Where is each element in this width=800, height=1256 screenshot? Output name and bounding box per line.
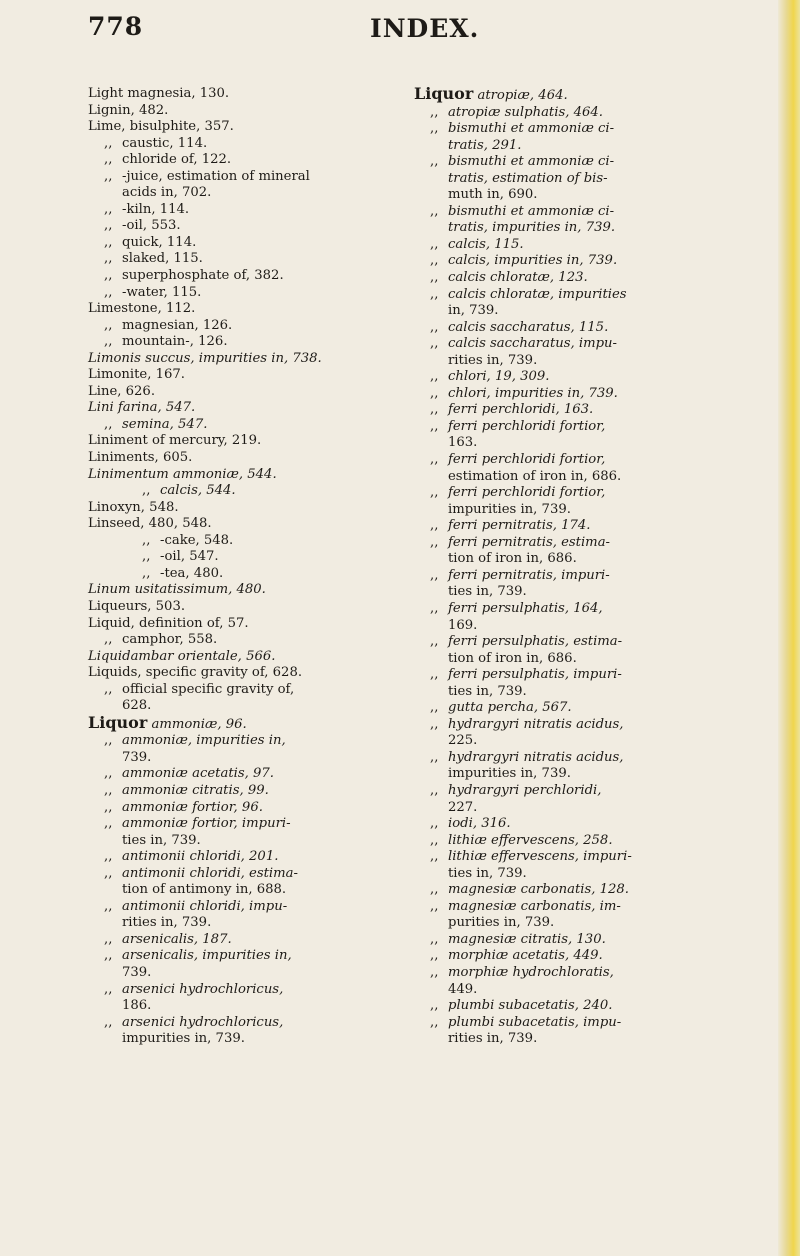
ditto-mark: ,, xyxy=(430,567,439,583)
index-subentry: ,, bismuthi et ammoniæ ci- xyxy=(430,121,615,137)
index-continuation: estimation of iron in, 686. xyxy=(448,468,622,484)
index-continuation: 163. xyxy=(448,435,478,451)
ditto-mark: ,, xyxy=(430,385,439,401)
ditto-mark: ,, xyxy=(142,549,151,565)
index-subentry: ,, ferri perchloridi fortior, xyxy=(430,452,606,468)
index-subentry: ,, calcis, 115. xyxy=(430,236,524,252)
index-continuation: acids in, 702. xyxy=(122,185,212,201)
index-entry: Liquor ammoniæ, 96. xyxy=(88,712,247,732)
index-entry: Limestone, 112. xyxy=(88,301,196,317)
ditto-mark: ,, xyxy=(142,483,151,499)
ditto-mark: ,, xyxy=(104,849,113,865)
ditto-mark: ,, xyxy=(104,201,113,217)
index-subentry: ,, chlori, 19, 309. xyxy=(430,369,550,385)
index-subentry: ,, calcis saccharatus, 115. xyxy=(430,319,609,335)
ditto-mark: ,, xyxy=(104,766,113,782)
index-subentry: ,, calcis chloratæ, 123. xyxy=(430,270,588,286)
index-subentry: ,, magnesiæ carbonatis, 128. xyxy=(430,882,629,898)
ditto-mark: ,, xyxy=(104,268,113,284)
index-subentry: ,, atropiæ sulphatis, 464. xyxy=(430,104,603,120)
ditto-mark: ,, xyxy=(430,154,439,170)
index-subentry: ,, plumbi subacetatis, impu- xyxy=(430,1014,622,1030)
index-continuation: ties in, 739. xyxy=(448,584,527,600)
index-entry: Liquid, definition of, 57. xyxy=(88,615,249,631)
ditto-mark: ,, xyxy=(430,104,439,120)
index-continuation: impurities in, 739. xyxy=(448,766,571,782)
index-entry: Lignin, 482. xyxy=(88,102,169,118)
ditto-mark: ,, xyxy=(430,270,439,286)
index-subentry: ,, -cake, 548. xyxy=(142,532,234,548)
index-subentry: ,, antimonii chloridi, impu- xyxy=(104,898,288,914)
ditto-mark: ,, xyxy=(104,168,113,184)
index-entry: Limonis succus, impurities in, 738. xyxy=(88,350,322,366)
page-edge-shading xyxy=(778,0,800,1256)
ditto-mark: ,, xyxy=(430,236,439,252)
ditto-mark: ,, xyxy=(104,251,113,267)
ditto-mark: ,, xyxy=(104,135,113,151)
index-subentry: ,, antimonii chloridi, 201. xyxy=(104,849,279,865)
index-subentry: ,, -kiln, 114. xyxy=(104,201,190,217)
index-subentry: ,, ferri pernitratis, estima- xyxy=(430,534,611,550)
ditto-mark: ,, xyxy=(430,832,439,848)
index-subentry: ,, hydrargyri perchloridi, xyxy=(430,782,602,798)
index-subentry: ,, ferri pernitratis, impuri- xyxy=(430,567,610,583)
index-subentry: ,, plumbi subacetatis, 240. xyxy=(430,998,613,1014)
ditto-mark: ,, xyxy=(430,998,439,1014)
index-entry: Liquidambar orientale, 566. xyxy=(88,648,276,664)
ditto-mark: ,, xyxy=(104,799,113,815)
index-continuation: tion of iron in, 686. xyxy=(448,551,577,567)
left-index-column xyxy=(88,86,406,1048)
ditto-mark: ,, xyxy=(104,284,113,300)
index-entry: Liniment of mercury, 219. xyxy=(88,433,262,449)
ditto-mark: ,, xyxy=(430,534,439,550)
ditto-mark: ,, xyxy=(104,1014,113,1030)
index-subentry: ,, mountain-, 126. xyxy=(104,334,228,350)
ditto-mark: ,, xyxy=(104,218,113,234)
index-subentry: ,, hydrargyri nitratis acidus, xyxy=(430,749,624,765)
index-entry: Liqueurs, 503. xyxy=(88,598,186,614)
index-continuation: ties in, 739. xyxy=(448,683,527,699)
ditto-mark: ,, xyxy=(430,849,439,865)
ditto-mark: ,, xyxy=(104,816,113,832)
index-entry: Lini farina, 547. xyxy=(88,400,196,416)
index-continuation: muth in, 690. xyxy=(448,187,538,203)
index-subentry: ,, ammoniæ fortior, 96. xyxy=(104,799,263,815)
index-subentry: ,, ferri persulphatis, estima- xyxy=(430,634,623,650)
index-continuation: 227. xyxy=(448,799,478,815)
ditto-mark: ,, xyxy=(430,700,439,716)
index-subentry: ,, ferri persulphatis, impuri- xyxy=(430,667,622,683)
ditto-mark: ,, xyxy=(430,418,439,434)
index-continuation: tion of iron in, 686. xyxy=(448,650,577,666)
index-subentry: ,, ferri perchloridi fortior, xyxy=(430,485,606,501)
index-subentry: ,, -oil, 547. xyxy=(142,549,219,565)
ditto-mark: ,, xyxy=(430,452,439,468)
index-continuation: 186. xyxy=(122,998,152,1014)
index-subentry: ,, hydrargyri nitratis acidus, xyxy=(430,716,624,732)
index-subentry: ,, caustic, 114. xyxy=(104,135,208,151)
index-continuation: impurities in, 739. xyxy=(448,501,571,517)
index-subentry: ,, calcis chloratæ, impurities xyxy=(430,286,627,302)
index-subentry: ,, ferri pernitratis, 174. xyxy=(430,518,591,534)
page-number: 778 xyxy=(88,12,144,41)
index-entry: Linseed, 480, 548. xyxy=(88,516,212,532)
index-entry: Light magnesia, 130. xyxy=(88,86,230,101)
index-entry: Limonite, 167. xyxy=(88,367,185,383)
index-subentry: ,, quick, 114. xyxy=(104,234,197,250)
ditto-mark: ,, xyxy=(430,816,439,832)
index-entry: Lime, bisulphite, 357. xyxy=(88,119,234,135)
index-subentry: ,, magnesian, 126. xyxy=(104,317,233,333)
ditto-mark: ,, xyxy=(104,931,113,947)
index-subentry: ,, camphor, 558. xyxy=(104,632,218,648)
index-entry: Liquor atropiæ, 464. xyxy=(414,84,568,103)
index-continuation: 169. xyxy=(448,617,478,633)
ditto-mark: ,, xyxy=(430,336,439,352)
index-subentry: ,, superphosphate of, 382. xyxy=(104,268,284,284)
index-subentry: ,, calcis, impurities in, 739. xyxy=(430,253,618,269)
index-subentry: ,, arsenici hydrochloricus, xyxy=(104,981,284,997)
ditto-mark: ,, xyxy=(430,948,439,964)
index-subentry: ,, calcis saccharatus, impu- xyxy=(430,336,618,352)
ditto-mark: ,, xyxy=(104,948,113,964)
index-entry: Line, 626. xyxy=(88,383,156,399)
ditto-mark: ,, xyxy=(430,485,439,501)
index-continuation: 739. xyxy=(122,964,152,980)
index-subentry: ,, lithiæ effervescens, impuri- xyxy=(430,849,632,865)
index-continuation: 225. xyxy=(448,733,478,749)
index-entry: Liniments, 605. xyxy=(88,450,193,466)
index-subentry: ,, bismuthi et ammoniæ ci- xyxy=(430,154,615,170)
ditto-mark: ,, xyxy=(104,152,113,168)
index-subentry: ,, bismuthi et ammoniæ ci- xyxy=(430,203,615,219)
ditto-mark: ,, xyxy=(430,749,439,765)
index-entry: Linoxyn, 548. xyxy=(88,499,179,515)
index-subentry: ,, magnesiæ carbonatis, im- xyxy=(430,898,621,914)
index-continuation: rities in, 739. xyxy=(122,915,212,931)
index-subentry: ,, chloride of, 122. xyxy=(104,152,232,168)
index-continuation: ties in, 739. xyxy=(122,832,201,848)
index-subentry: ,, ammoniæ, impurities in, xyxy=(104,733,286,749)
index-subentry: ,, -water, 115. xyxy=(104,284,202,300)
index-subentry: ,, morphiæ acetatis, 449. xyxy=(430,948,603,964)
index-subentry: ,, arsenicalis, 187. xyxy=(104,931,232,947)
ditto-mark: ,, xyxy=(104,416,113,432)
ditto-mark: ,, xyxy=(430,882,439,898)
index-subentry: ,, antimonii chloridi, estima- xyxy=(104,865,298,881)
ditto-mark: ,, xyxy=(430,518,439,534)
ditto-mark: ,, xyxy=(104,681,113,697)
ditto-mark: ,, xyxy=(104,733,113,749)
ditto-mark: ,, xyxy=(104,865,113,881)
ditto-mark: ,, xyxy=(430,369,439,385)
ditto-mark: ,, xyxy=(430,121,439,137)
index-subentry: ,, ferri persulphatis, 164, xyxy=(430,600,603,616)
index-continuation: rities in, 739. xyxy=(448,352,538,368)
ditto-mark: ,, xyxy=(430,964,439,980)
ditto-mark: ,, xyxy=(430,634,439,650)
index-subentry: ,, chlori, impurities in, 739. xyxy=(430,385,618,401)
index-subentry: ,, -juice, estimation of mineral xyxy=(104,168,310,184)
index-continuation: purities in, 739. xyxy=(448,915,555,931)
ditto-mark: ,, xyxy=(430,782,439,798)
index-entry: Linum usitatissimum, 480. xyxy=(88,582,266,598)
ditto-mark: ,, xyxy=(104,234,113,250)
index-continuation: impurities in, 739. xyxy=(122,1031,245,1047)
index-subentry: ,, ammoniæ acetatis, 97. xyxy=(104,766,274,782)
index-subentry: ,, calcis, 544. xyxy=(142,483,236,499)
ditto-mark: ,, xyxy=(104,317,113,333)
index-subentry: ,, arsenicalis, impurities in, xyxy=(104,948,292,964)
index-continuation: tratis, 291. xyxy=(448,137,522,153)
index-subentry: ,, official specific gravity of, xyxy=(104,681,295,697)
ditto-mark: ,, xyxy=(430,203,439,219)
index-subentry: ,, -tea, 480. xyxy=(142,565,224,581)
index-continuation: rities in, 739. xyxy=(448,1031,538,1047)
ditto-mark: ,, xyxy=(430,600,439,616)
index-continuation: 628. xyxy=(122,698,152,714)
index-continuation: tratis, estimation of bis- xyxy=(448,170,608,186)
index-subentry: ,, ferri perchloridi, 163. xyxy=(430,402,594,418)
index-entry: Linimentum ammoniæ, 544. xyxy=(88,466,277,482)
index-continuation: 449. xyxy=(448,981,478,997)
index-subentry: ,, ferri perchloridi fortior, xyxy=(430,418,606,434)
ditto-mark: ,, xyxy=(104,898,113,914)
index-continuation: in, 739. xyxy=(448,303,499,319)
index-subentry: ,, lithiæ effervescens, 258. xyxy=(430,832,613,848)
index-subentry: ,, gutta percha, 567. xyxy=(430,700,572,716)
index-subentry: ,, ammoniæ fortior, impuri- xyxy=(104,816,291,832)
index-subentry: ,, arsenici hydrochloricus, xyxy=(104,1014,284,1030)
ditto-mark: ,, xyxy=(430,716,439,732)
index-subentry: ,, iodi, 316. xyxy=(430,816,511,832)
ditto-mark: ,, xyxy=(430,319,439,335)
ditto-mark: ,, xyxy=(430,286,439,302)
ditto-mark: ,, xyxy=(142,565,151,581)
ditto-mark: ,, xyxy=(430,1014,439,1030)
ditto-mark: ,, xyxy=(430,898,439,914)
ditto-mark: ,, xyxy=(142,532,151,548)
ditto-mark: ,, xyxy=(430,667,439,683)
ditto-mark: ,, xyxy=(104,334,113,350)
index-subentry: ,, morphiæ hydrochloratis, xyxy=(430,964,614,980)
index-entry: Liquids, specific gravity of, 628. xyxy=(88,665,303,681)
index-continuation: tratis, impurities in, 739. xyxy=(448,220,616,236)
index-continuation: tion of antimony in, 688. xyxy=(122,882,287,898)
ditto-mark: ,, xyxy=(104,782,113,798)
index-continuation: ties in, 739. xyxy=(448,865,527,881)
ditto-mark: ,, xyxy=(430,931,439,947)
ditto-mark: ,, xyxy=(104,981,113,997)
index-subentry: ,, semina, 547. xyxy=(104,416,208,432)
ditto-mark: ,, xyxy=(104,632,113,648)
index-continuation: 739. xyxy=(122,749,152,765)
ditto-mark: ,, xyxy=(430,402,439,418)
index-subentry: ,, -oil, 553. xyxy=(104,218,181,234)
index-subentry: ,, magnesiæ citratis, 130. xyxy=(430,931,606,947)
page-title: INDEX. xyxy=(370,14,480,43)
index-subentry: ,, ammoniæ citratis, 99. xyxy=(104,782,269,798)
right-index-column xyxy=(414,86,746,1048)
ditto-mark: ,, xyxy=(430,253,439,269)
index-subentry: ,, slaked, 115. xyxy=(104,251,203,267)
